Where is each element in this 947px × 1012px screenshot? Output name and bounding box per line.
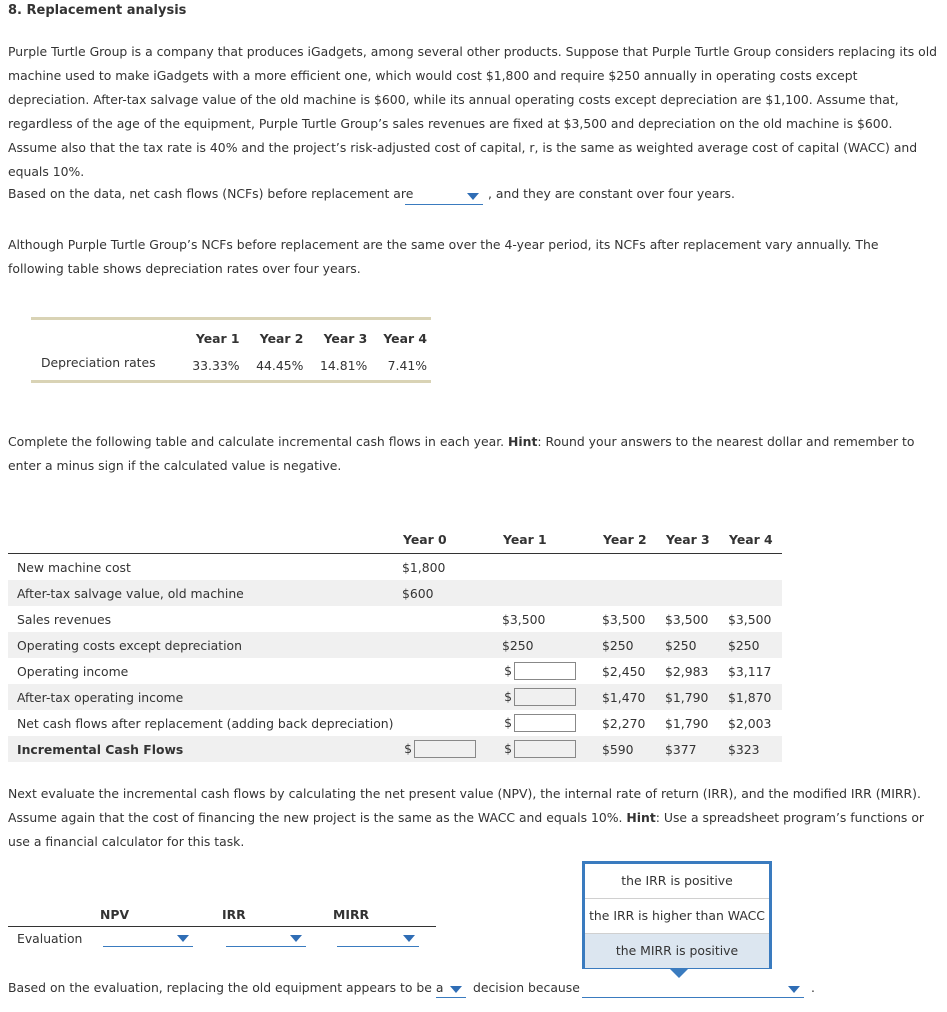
table-row [8,606,782,632]
chevron-down-icon [450,986,462,993]
table-row [8,736,782,762]
dollar-sign: $ [404,740,412,756]
cf-header: Year 1 [503,531,547,547]
cell-value: $3,117 [728,663,772,679]
dropdown-option[interactable]: the IRR is higher than WACC [585,899,769,934]
cf-header: Year 0 [403,531,447,547]
reason-dropdown[interactable] [582,981,804,998]
table-row [8,658,782,684]
cell-value: $590 [602,736,665,762]
chevron-down-icon [290,935,302,942]
cell-value: $2,003 [728,715,772,731]
cf-header: Year 4 [729,531,773,547]
dollar-sign: $ [504,688,512,704]
cell-value: $2,983 [665,663,709,679]
cf-header: Year 2 [603,531,647,547]
complete-paragraph [8,430,938,478]
mirr-dropdown[interactable] [337,930,419,947]
cell-value: $2,450 [602,663,646,679]
cell-value: $250 [502,632,602,658]
dropdown-option[interactable]: the IRR is positive [585,864,769,899]
cell-value: $2,270 [602,715,646,731]
row-label: Incremental Cash Flows [8,736,402,762]
cell-value: $377 [665,736,728,762]
chevron-down-icon [467,193,479,200]
final-mid-text: decision because [473,980,580,995]
next-text: Next evaluate the incremental cash flows by calculating the net present value (NPV), the internal rate of return (IRR), and the modified IRR (MIRR). Assume again that the cost of financing the new project is the same as the WACC and equals 10%. [8,786,921,825]
table-row [8,684,782,710]
row-label: Net cash flows after replacement (adding back depreciation) [17,715,394,731]
hint-label: Hint [626,810,656,825]
dep-rate: 44.45% [256,357,304,373]
table-row [8,710,782,736]
cell-value: $250 [728,632,782,658]
complete-text: Complete the following table and calculate incremental cash flows in each year. [8,434,509,449]
dep-rate: 14.81% [320,357,368,373]
row-label: Operating costs except depreciation [8,632,402,658]
incremental-cf-y1-input[interactable] [514,740,576,758]
row-label: Sales revenues [17,611,112,627]
cell-value: $600 [402,580,502,606]
dropdown-option[interactable]: the MIRR is positive [585,934,769,968]
although-paragraph: Although Purple Turtle Group’s NCFs before replacement are the same over the 4-year period, its NCFs after replacement vary annually. The following table shows depreciation rates over four years. [8,237,879,276]
complete-text-2: : Round your answers to the nearest dollar and remember to enter a minus sign if the calculated value is negative. [8,434,915,473]
cell-value: $1,470 [602,684,665,710]
dollar-sign: $ [504,714,512,730]
dep-row-label: Depreciation rates [41,354,156,370]
cell-value: $3,500 [665,611,709,627]
cell-value: $323 [728,736,782,762]
row-label: After-tax salvage value, old machine [8,580,402,606]
table-row [8,580,782,606]
dep-header: Year 3 [323,330,368,346]
table-row [8,632,782,658]
dollar-sign: $ [504,740,512,756]
chevron-down-icon [177,935,189,942]
cell-value: $250 [665,632,728,658]
ncf-before-text: Based on the data, net cash flows (NCFs) before replacement are [8,186,414,201]
next-text-2: : Use a spreadsheet program’s functions or use a financial calculator for this task. [8,810,924,849]
table-row [8,554,782,581]
cell-value: $250 [602,632,665,658]
after-tax-income-y1-input[interactable] [514,688,576,706]
npv-dropdown[interactable] [103,930,193,947]
cf-header: Year 3 [666,531,710,547]
cell-value: $1,790 [665,684,728,710]
depreciation-table [31,317,431,383]
row-label: Operating income [17,663,129,679]
dollar-sign: $ [504,662,512,678]
dep-rate: 33.33% [192,357,240,373]
cell-value: $1,870 [728,684,782,710]
ncf-before-dropdown[interactable] [405,188,483,205]
cell-value: $3,500 [502,611,546,627]
intro-paragraph: Purple Turtle Group is a company that produces iGadgets, among several other products. Suppose that Purple Turtle Group considers replacing its old machine used to make iGadgets with a more efficient one, which would cost $1,800 and require $250 annually in operating costs except depreciation. After-tax salvage value of the old machine is $600, while its annual operating costs except depreciation are $1,100. Assume that, regardless of the age of the equipment, Purple Turtle Group’s sales revenues are fixed at $3,500 and depreciation on the old machine is $600. Assume also that the tax rate is 40% and the project’s risk-adjusted cost of capital, r, is the same as weighted average cost of capital (WACC) and equals 10%. [8,44,938,179]
cell-value: $3,500 [602,611,646,627]
section-title: 8. Replacement analysis [8,3,187,18]
npv-header: NPV [100,907,130,922]
final-period: . [811,980,815,995]
evaluation-header-row [8,904,436,927]
dep-header: Year 4 [383,330,427,346]
reason-dropdown-menu [582,861,772,969]
dep-header: Year 1 [195,330,240,346]
row-label: New machine cost [17,559,131,575]
row-label: After-tax operating income [8,684,402,710]
operating-income-y1-input[interactable] [514,662,576,680]
chevron-down-icon [403,935,415,942]
chevron-down-icon [788,986,800,993]
dep-rate: 7.41% [387,357,427,373]
decision-dropdown[interactable] [436,981,466,998]
hint-label: Hint [508,434,538,449]
evaluation-label: Evaluation [17,931,83,946]
incremental-cf-y0-input[interactable] [414,740,476,758]
next-paragraph [8,782,938,854]
cell-value: $3,500 [728,611,772,627]
final-text: Based on the evaluation, replacing the old equipment appears to be a [8,980,444,995]
dep-header: Year 2 [259,330,304,346]
mirr-header: MIRR [333,907,370,922]
popup-pointer [670,969,688,978]
ncf-after-y1-input[interactable] [514,714,576,732]
irr-dropdown[interactable] [226,930,306,947]
cash-flow-table [8,525,782,762]
irr-header: IRR [222,907,246,922]
cell-value: $1,800 [402,559,446,575]
ncf-after-text: , and they are constant over four years. [488,186,735,201]
cell-value: $1,790 [665,715,709,731]
